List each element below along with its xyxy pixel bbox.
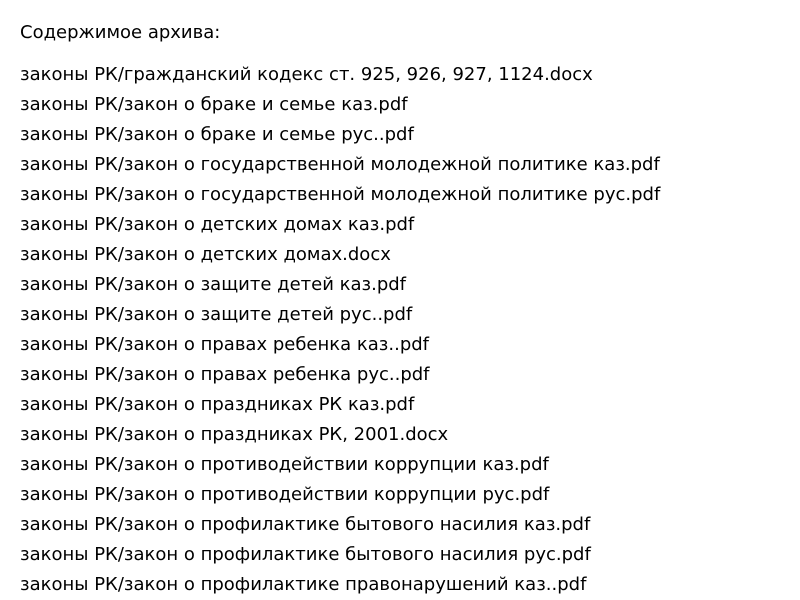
file-list-item: законы РК/закон о защите детей рус..pdf: [20, 304, 413, 325]
file-list-item: законы РК/закон о браке и семье рус..pdf: [20, 124, 414, 145]
archive-heading: Содержимое архива:: [20, 22, 221, 43]
file-list: [20, 44, 800, 600]
file-list-item: законы РК/закон о противодействии коррупции рус.pdf: [20, 484, 550, 505]
file-list-item: законы РК/закон о противодействии коррупции каз.pdf: [20, 454, 549, 475]
file-list-item: законы РК/закон о детских домах каз.pdf: [20, 214, 415, 235]
file-list-item: законы РК/закон о праздниках РК, 2001.docx: [20, 424, 449, 445]
file-list-item: законы РК/закон о браке и семье каз.pdf: [20, 94, 408, 115]
file-list-item: законы РК/закон о правах ребенка каз..pdf: [20, 334, 430, 355]
file-list-item: законы РК/закон о профилактике бытового насилия каз.pdf: [20, 514, 591, 535]
file-list-item: законы РК/закон о праздниках РК каз.pdf: [20, 394, 415, 415]
file-list-item: законы РК/закон о профилактике правонарушений каз..pdf: [20, 574, 587, 595]
file-list-item: законы РК/закон о профилактике бытового насилия рус.pdf: [20, 544, 591, 565]
file-list-item: законы РК/гражданский кодекс ст. 925, 926, 927, 1124.docx: [20, 64, 593, 85]
file-list-item: законы РК/закон о государственной молодежной политике каз.pdf: [20, 154, 660, 175]
file-list-item: законы РК/закон о детских домах.docx: [20, 244, 391, 265]
file-list-item: законы РК/закон о защите детей каз.pdf: [20, 274, 407, 295]
file-list-item: законы РК/закон о государственной молодежной политике рус.pdf: [20, 184, 661, 205]
file-list-item: законы РК/закон о правах ребенка рус..pdf: [20, 364, 430, 385]
